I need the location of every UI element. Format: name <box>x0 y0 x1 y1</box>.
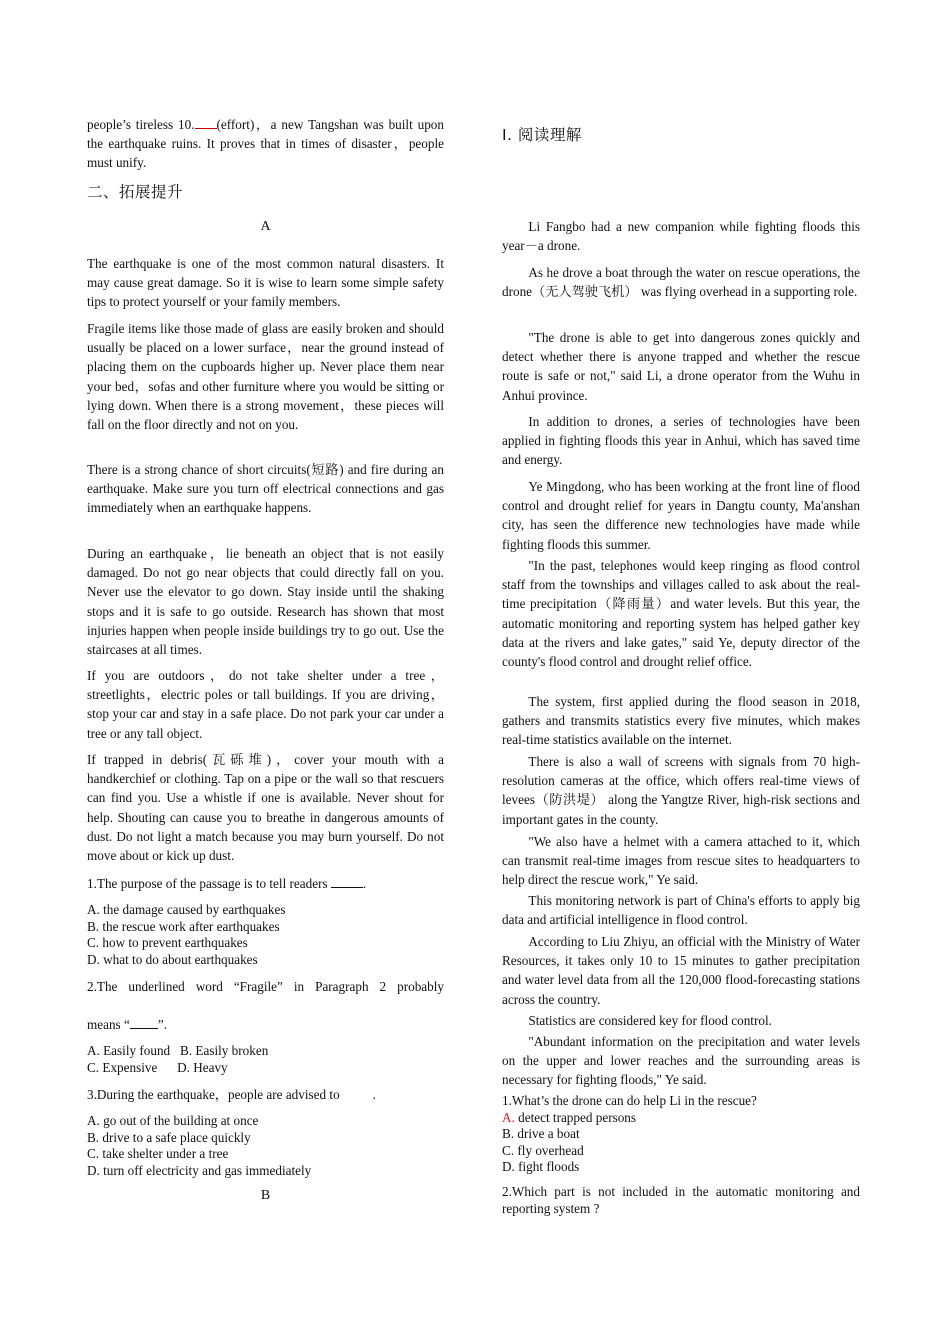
passage-a-label: A <box>260 219 271 234</box>
option-b[interactable]: B. the rescue work after earthquakes <box>87 918 280 934</box>
passage-a-para-6: If trapped in debris(瓦砾堆)，cover your mouth with a handkerchief or clothing. Tap on a pipe or the wall so that rescuers can find you. Use a whistle if one is available. Never shout for help. Shouting can cause you to breathe in dangerous amounts of dust. Do not light a match because you may burn yourself. Do not move about or kick up dust. <box>87 752 444 864</box>
question-a1-stem: 1.The purpose of the passage is to tell readers . <box>87 876 367 891</box>
passage-a-para-2: Fragile items like those made of glass are easily broken and should usually be placed on a lower surface，near the ground instead of placing them on the cupboards higher up. Never place them near your bed，sofas and other furniture where you would be sitting or lying down. When there is a strong movement，these pieces will fall on the floor directly and not on you. <box>87 321 444 433</box>
passage-para-4: In addition to drones, a series of technologies have been applied in fighting floods this year in Anhui, which has saved time and energy. <box>502 414 860 468</box>
question-1-stem: 1.What’s the drone can do help Li in the rescue? <box>502 1093 757 1108</box>
passage-para-11: According to Liu Zhiyu, an official with the Ministry of Water Resources, it takes only 10 to 15 minutes to gather precipitation and water level data from all the 120,000 flood-forecasting stations across the country. <box>502 934 860 1007</box>
passage-para-1: Li Fangbo had a new companion while fighting floods this year－a drone. <box>502 219 860 254</box>
option-a[interactable]: A. detect trapped persons <box>502 1109 637 1125</box>
passage-para-9: "We also have a helmet with a camera attached to it, which can transmit real-time images from rescue sites to headquarters to help direct the rescue work," Ye said. <box>502 834 860 888</box>
answer-marker: A. <box>502 1109 515 1125</box>
question-a2-options <box>87 1043 444 1076</box>
passage-para-6: "In the past, telephones would keep ringing as flood control staff from the townships and villages called to ask about the real-time precipitation（降雨量）and water levels. But this year, the automatic monitoring and reporting system has helped gather key data at the rivers and lake gates," said Ye, deputy director of the county's flood control and drought relief office. <box>502 558 860 670</box>
question-a3-stem: 3.During the earthquake，people are advised to . <box>87 1087 376 1102</box>
question-a1-options <box>87 902 444 968</box>
options-row-1[interactable]: A. Easily found B. Easily broken <box>87 1043 269 1058</box>
option-c[interactable]: C. fly overhead <box>502 1142 584 1158</box>
option-b[interactable]: B. drive a boat <box>502 1126 580 1141</box>
passage-para-5: Ye Mingdong, who has been working at the front line of flood control and drought relief for years in Dangtu county, Ma'anshan city, has seen the difference new technologies have made while fighting floods this summer. <box>502 479 860 552</box>
passage-para-12: Statistics are considered key for flood control. <box>528 1013 772 1028</box>
answer-blank-a1[interactable] <box>331 875 363 888</box>
options-row-2[interactable]: C. Expensive D. Heavy <box>87 1059 228 1075</box>
option-d[interactable]: D. what to do about earthquakes <box>87 951 258 967</box>
answer-blank-10[interactable] <box>195 116 217 129</box>
answer-blank-a2[interactable] <box>130 1016 158 1029</box>
passage-a-para-4: During an earthquake，lie beneath an object that is not easily damaged. Do not go near objects that could directly fall on you. Never use the elevator to go down. Stay inside until the shaking stops and it is safe to go outside. Research has shown that most injuries happen when people inside buildings try to go out. Use the staircases at all times. <box>87 546 444 658</box>
question-1 <box>502 1093 860 1176</box>
option-d[interactable]: D. fight floods <box>502 1159 580 1174</box>
passage-para-7: The system, first applied during the flood season in 2018, gathers and transmits statistics every five minutes, which makes real-time statistics available on the internet. <box>502 694 860 748</box>
passage-para-3: "The drone is able to get into dangerous zones quickly and detect whether there is anyone trapped and whether the rescue route is safe or not," said Li, a drone operator from the Wuhu in Anhui province. <box>502 330 860 403</box>
passage-b-label: B <box>260 1188 271 1203</box>
question-a2-stem: 2.The underlined word “Fragile” in Paragraph 2 probably <box>87 979 444 994</box>
question-a2-stem-cont: means “ ”. <box>87 1017 167 1032</box>
passage-para-10: This monitoring network is part of China's efforts to apply big data and artificial intelligence in flood control. <box>502 893 860 928</box>
question-a3-options <box>87 1113 444 1179</box>
option-c[interactable]: C. how to prevent earthquakes <box>87 935 248 950</box>
option-a[interactable]: A. the damage caused by earthquakes <box>87 902 286 917</box>
reading-title: Ⅰ. 阅读理解 <box>502 126 582 144</box>
passage-para-8: There is also a wall of screens with signals from 70 high-resolution cameras at the office, which offers real-time views of levees（防洪堤） along the Yangtze River, high-risk sections and important gates in the county. <box>502 754 860 827</box>
option-b[interactable]: B. drive to a safe place quickly <box>87 1129 251 1145</box>
section-title: 二、拓展提升 <box>87 183 184 201</box>
passage-a-para-5: If you are outdoors，do not take shelter under a tree，streetlights，electric poles or tall buildings. If you are driving，stop your car and stay in a safe place. Do not park your car under a tree or any tall object. <box>87 668 444 741</box>
passage-para-2: As he drove a boat through the water on rescue operations, the drone（无人驾驶飞机） was flying overhead in a supporting role. <box>502 265 860 300</box>
question-2-stem: 2.Which part is not included in the automatic monitoring and reporting system ? <box>502 1184 860 1216</box>
intro-paragraph: people’s tireless 10. (effort)，a new Tangshan was built upon the earthquake ruins. It proves that in times of disaster，people must unify. <box>87 117 444 171</box>
passage-para-13: "Abundant information on the precipitation and water levels on the upper and lower reaches and the surrounding areas is necessary for fighting floods," Ye said. <box>502 1034 860 1088</box>
option-a[interactable]: A. go out of the building at once <box>87 1113 259 1128</box>
option-d[interactable]: D. turn off electricity and gas immediately <box>87 1162 312 1178</box>
option-c[interactable]: C. take shelter under a tree <box>87 1146 229 1161</box>
passage-a-para-1: The earthquake is one of the most common natural disasters. It may cause great damage. So it is wise to learn some simple safety tips to protect yourself or your family members. <box>87 256 444 310</box>
passage-a-para-3: There is a strong chance of short circuits(短路) and fire during an earthquake. Make sure you turn off electrical connections and gas immediately when an earthquake happens. <box>87 462 444 516</box>
